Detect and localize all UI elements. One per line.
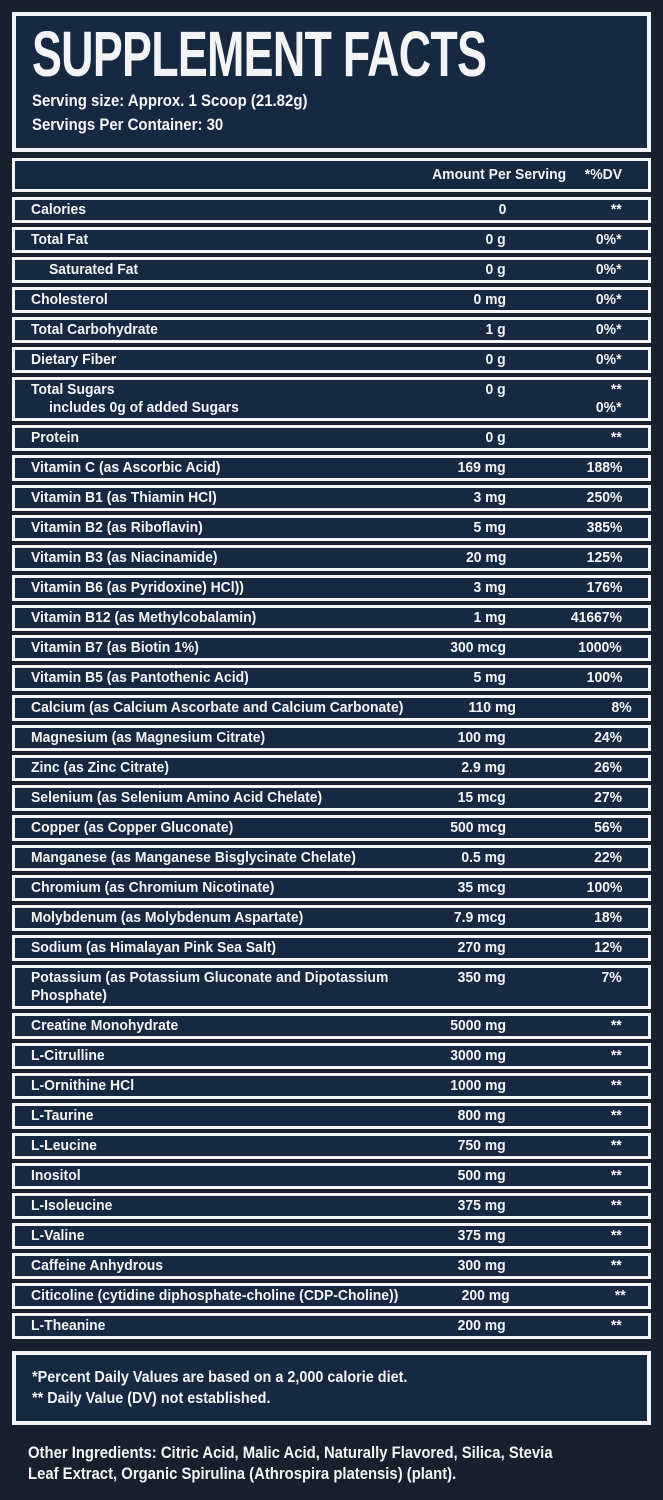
amount-value-text: 350 mg	[457, 969, 506, 986]
servings-per-container	[32, 114, 631, 136]
amount-value-text: 2.9 mg	[461, 759, 506, 776]
amount-value	[422, 939, 506, 957]
amount-value-text: 1 g	[485, 321, 506, 338]
amount-value-text: 0 mg	[473, 291, 506, 308]
dv-value	[506, 1257, 622, 1275]
dv-value-text: **	[611, 1257, 622, 1274]
table-row	[12, 1133, 651, 1159]
dv-value	[510, 1287, 626, 1305]
dv-value	[506, 549, 622, 567]
amount-value	[422, 459, 506, 477]
nutrient-name-text: Vitamin B1 (as Thiamin HCl)	[31, 489, 217, 506]
nutrient-name-text: L-Leucine	[31, 1137, 97, 1154]
nutrient-name-text: Cholesterol	[31, 291, 108, 308]
table-row	[12, 935, 651, 961]
table-row	[12, 287, 651, 313]
dv-value	[506, 639, 622, 657]
dv-value-text: **	[611, 201, 622, 218]
dv-value	[506, 579, 622, 597]
amount-value	[422, 1077, 506, 1095]
dv-value-text: 26%	[594, 759, 622, 776]
dv-value-text: 385%	[586, 519, 622, 536]
nutrient-name-text: Creatine Monohydrate	[31, 1017, 179, 1034]
dv-value-text: **	[611, 1107, 622, 1124]
nutrient-name-text: Citicoline (cytidine diphosphate-choline (CDP-Choline))	[31, 1287, 399, 1304]
nutrient-name-text: Vitamin B5 (as Pantothenic Acid)	[31, 669, 249, 686]
nutrient-name	[31, 879, 422, 897]
dv-value	[506, 1227, 622, 1245]
nd-footnote	[32, 1388, 631, 1409]
dv-value	[506, 429, 622, 447]
nutrient-name	[31, 291, 422, 309]
dv-value-text: **	[611, 1197, 622, 1214]
dv-value-text: 22%	[594, 849, 622, 866]
dv-value-text: **	[611, 429, 622, 446]
nutrient-name-text: Chromium (as Chromium Nicotinate)	[31, 879, 275, 896]
serving-size	[32, 90, 631, 112]
dv-value-text: 0%*	[596, 231, 622, 248]
table-row	[12, 377, 651, 421]
dv-value	[506, 609, 622, 627]
label-header-panel	[12, 12, 651, 152]
nutrient-name-text: L-Citrulline	[31, 1047, 105, 1064]
dv-value	[506, 201, 622, 219]
table-row	[12, 845, 651, 871]
amount-value-text: 0 g	[485, 231, 506, 248]
amount-value	[422, 1167, 506, 1185]
nutrient-name	[31, 759, 422, 777]
amount-value-text: 0 g	[485, 261, 506, 278]
amount-value	[422, 1197, 506, 1215]
nutrient-name-text: Potassium (as Potassium Gluconate and Dipotassium Phosphate)	[31, 969, 389, 1004]
table-row	[12, 665, 651, 691]
dv-value	[506, 1317, 622, 1335]
dv-value	[506, 729, 622, 747]
amount-value	[422, 489, 506, 507]
amount-value	[422, 519, 506, 537]
amount-value	[422, 261, 506, 279]
amount-value-text: 3000 mg	[450, 1047, 506, 1064]
dv-value-text: 0%*	[596, 291, 622, 308]
dv-footnote	[32, 1367, 631, 1388]
dv-value-text: 0%*	[596, 351, 622, 368]
amount-value	[422, 1017, 506, 1035]
amount-value-text: 3 mg	[473, 489, 506, 506]
dv-value-text: **	[611, 1017, 622, 1034]
amount-value-text: 0	[498, 201, 506, 218]
nutrient-name-text: Vitamin B7 (as Biotin 1%)	[31, 639, 199, 656]
dv-value-text: 1000%	[578, 639, 622, 656]
table-row	[12, 1253, 651, 1279]
amount-value-text: 169 mg	[457, 459, 506, 476]
dv-value-text: **	[611, 1137, 622, 1154]
table-row	[12, 575, 651, 601]
dv-value	[506, 351, 622, 369]
table-row	[12, 485, 651, 511]
amount-value-text: 100 mg	[457, 729, 506, 746]
dv-footnote-text: *Percent Daily Values are based on a 2,000 calorie diet.	[32, 1369, 408, 1386]
table-row	[12, 1073, 651, 1099]
nutrient-name-text: Vitamin B6 (as Pyridoxine) HCl))	[31, 579, 244, 596]
dv-value-text: 0%*	[596, 321, 622, 338]
nutrient-name	[31, 669, 422, 687]
amount-value-text: 0 g	[485, 381, 506, 398]
nutrient-name	[31, 1137, 422, 1155]
table-row	[12, 1163, 651, 1189]
nutrient-name	[31, 699, 431, 717]
amount-value	[422, 1227, 506, 1245]
amount-value-text: 500 mg	[457, 1167, 506, 1184]
dv-value	[506, 849, 622, 867]
nutrient-name	[31, 429, 422, 447]
table-row	[12, 1103, 651, 1129]
dv-value-text: 176%	[586, 579, 622, 596]
amount-value-text: 0 g	[485, 351, 506, 368]
nutrient-name	[31, 939, 422, 957]
dv-value	[506, 789, 622, 807]
dv-value-text: **	[611, 1167, 622, 1184]
dv-value-text: 100%	[586, 669, 622, 686]
table-row	[12, 1013, 651, 1039]
nutrient-name-text: Protein	[31, 429, 80, 446]
amount-value	[422, 729, 506, 747]
nutrient-name	[31, 549, 422, 567]
nutrient-name	[31, 579, 422, 597]
nutrient-name-text: Dietary Fiber	[31, 351, 117, 368]
table-row	[12, 785, 651, 811]
dv-value	[506, 879, 622, 897]
table-row	[12, 905, 651, 931]
table-row	[12, 317, 651, 343]
dv-value-text: 0%*	[596, 261, 622, 278]
sub-dv-value-text: 0%*	[596, 399, 622, 416]
amount-value	[422, 759, 506, 777]
other-ingredients-text: Other Ingredients: Citric Acid, Malic Acid, Naturally Flavored, Silica, Stevia Leaf Extract, Organic Spirulina (Athrospira platensis) (plant).	[28, 1444, 553, 1483]
amount-value-text: 0.5 mg	[461, 849, 506, 866]
amount-value-text: 5 mg	[473, 669, 506, 686]
table-row	[12, 347, 651, 373]
table-row	[12, 227, 651, 253]
nutrient-name	[31, 1227, 422, 1245]
amount-value-text: 1000 mg	[450, 1077, 506, 1094]
dv-value-text: 7%	[601, 969, 622, 986]
dv-value	[515, 699, 631, 717]
amount-value	[422, 879, 506, 897]
dv-value	[506, 321, 622, 339]
amount-value-text: 3 mg	[473, 579, 506, 596]
table-row	[12, 1313, 651, 1339]
nutrient-name-text: L-Taurine	[31, 1107, 94, 1124]
nutrient-name	[31, 381, 422, 399]
nutrient-name-text: Selenium (as Selenium Amino Acid Chelate)	[31, 789, 323, 806]
table-row	[12, 197, 651, 223]
table-row	[12, 965, 651, 1009]
nutrient-name	[31, 1107, 422, 1125]
amount-value-text: 5 mg	[473, 519, 506, 536]
table-row	[12, 875, 651, 901]
nutrient-name-text: Calories	[31, 201, 87, 218]
nutrient-name-text: Inositol	[31, 1167, 81, 1184]
nutrient-name-text: Manganese (as Manganese Bisglycinate Chelate)	[31, 849, 356, 866]
amount-value	[422, 849, 506, 867]
amount-value-text: 1 mg	[473, 609, 506, 626]
dv-value-text: 8%	[611, 699, 632, 716]
dv-value	[506, 669, 622, 687]
dv-value	[506, 1077, 622, 1095]
dv-value	[506, 759, 622, 777]
dv-value	[506, 519, 622, 537]
amount-value-text: 300 mg	[457, 1257, 506, 1274]
amount-value-text: 15 mcg	[457, 789, 506, 806]
nutrient-name-text: Magnesium (as Magnesium Citrate)	[31, 729, 266, 746]
amount-value	[422, 1137, 506, 1155]
amount-value	[422, 291, 506, 309]
amount-value-text: 500 mcg	[450, 819, 506, 836]
nutrient-name	[31, 729, 422, 747]
amount-value	[422, 819, 506, 837]
table-row	[12, 545, 651, 571]
table-row	[12, 425, 651, 451]
nutrient-name	[31, 849, 422, 867]
nutrient-name-text: Total Fat	[31, 231, 89, 248]
nutrient-name-text: Caffeine Anhydrous	[31, 1257, 164, 1274]
table-row	[12, 695, 651, 721]
amount-value	[422, 429, 506, 447]
amount-value	[422, 381, 506, 399]
servings-per-container-text: Servings Per Container: 30	[32, 115, 224, 134]
nutrient-name-text: Total Carbohydrate	[31, 321, 158, 338]
nutrient-name	[31, 969, 422, 1005]
amount-value	[422, 1257, 506, 1275]
amount-value-text: 35 mcg	[457, 879, 506, 896]
table-row	[12, 257, 651, 283]
amount-value	[422, 609, 506, 627]
nutrient-name-text: Calcium (as Calcium Ascorbate and Calcium Carbonate)	[31, 699, 404, 716]
amount-value-text: 20 mg	[465, 549, 506, 566]
dv-value	[506, 459, 622, 477]
amount-column-header-text: Amount Per Serving	[432, 166, 567, 183]
dv-value-text: **	[611, 1047, 622, 1064]
amount-value-text: 300 mcg	[450, 639, 506, 656]
dv-value	[506, 819, 622, 837]
table-row	[12, 1223, 651, 1249]
nutrient-name	[31, 231, 422, 249]
amount-value	[422, 351, 506, 369]
amount-value	[431, 699, 515, 717]
nutrient-name-text: Vitamin B2 (as Riboflavin)	[31, 519, 203, 536]
dv-value-text: 188%	[586, 459, 622, 476]
sub-nutrient-name-text: includes 0g of added Sugars	[49, 399, 239, 416]
table-row	[12, 1283, 651, 1309]
nutrient-name	[31, 351, 422, 369]
amount-value	[422, 1107, 506, 1125]
dv-value-text: **	[611, 1317, 622, 1334]
amount-value	[422, 639, 506, 657]
nutrient-name	[31, 519, 422, 537]
dv-value-text: 56%	[594, 819, 622, 836]
nutrient-name-text: Copper (as Copper Gluconate)	[31, 819, 234, 836]
dv-value	[506, 1167, 622, 1185]
table-row	[12, 815, 651, 841]
nutrient-name	[31, 459, 422, 477]
nutrient-name	[31, 201, 422, 219]
nutrient-name-text: Zinc (as Zinc Citrate)	[31, 759, 169, 776]
nutrient-name-text: Molybdenum (as Molybdenum Aspartate)	[31, 909, 304, 926]
nutrient-name-text: L-Isoleucine	[31, 1197, 113, 1214]
amount-value-text: 375 mg	[457, 1197, 506, 1214]
dv-value-text: 27%	[594, 789, 622, 806]
nutrient-name	[31, 321, 422, 339]
dv-value	[506, 1107, 622, 1125]
nutrient-name-text: Total Sugars	[31, 381, 115, 398]
amount-value-text: 270 mg	[457, 939, 506, 956]
nutrient-name-text: Vitamin B12 (as Methylcobalamin)	[31, 609, 257, 626]
table-row	[12, 725, 651, 751]
dv-value-text: **	[611, 1227, 622, 1244]
amount-value	[422, 201, 506, 219]
dv-value	[506, 261, 622, 279]
table-header	[12, 158, 651, 192]
amount-value-text: 5000 mg	[450, 1017, 506, 1034]
dv-value-text: **	[611, 1077, 622, 1094]
dv-value-text: 18%	[594, 909, 622, 926]
nutrient-name	[31, 489, 422, 507]
nutrient-name-text: Sodium (as Himalayan Pink Sea Salt)	[31, 939, 276, 956]
amount-value-text: 800 mg	[457, 1107, 506, 1124]
nutrient-name	[31, 789, 422, 807]
amount-value	[422, 549, 506, 567]
amount-column-header	[422, 166, 567, 184]
nutrient-name-text: Vitamin C (as Ascorbic Acid)	[31, 459, 221, 476]
amount-value	[422, 321, 506, 339]
dv-value	[506, 969, 622, 987]
label-title	[32, 18, 631, 90]
amount-value-text: 375 mg	[457, 1227, 506, 1244]
dv-value	[506, 489, 622, 507]
nutrient-name	[31, 1197, 422, 1215]
amount-value	[422, 579, 506, 597]
table-row	[12, 755, 651, 781]
amount-value-text: 110 mg	[468, 699, 516, 716]
dv-value-text: **	[611, 381, 622, 398]
amount-value	[426, 1287, 510, 1305]
dv-value	[506, 1017, 622, 1035]
table-row	[12, 635, 651, 661]
dv-value	[506, 231, 622, 249]
amount-value	[422, 1317, 506, 1335]
footnotes-panel	[12, 1351, 651, 1425]
dv-value	[506, 939, 622, 957]
nutrient-name-text: L-Valine	[31, 1227, 85, 1244]
sub-nutrient-name	[31, 399, 422, 417]
table-row	[12, 1043, 651, 1069]
nutrient-name	[31, 639, 422, 657]
sub-dv-value	[506, 399, 622, 417]
dv-value-text: 250%	[586, 489, 622, 506]
table-row	[12, 515, 651, 541]
amount-value-text: 7.9 mcg	[454, 909, 506, 926]
amount-value	[422, 1047, 506, 1065]
nd-footnote-text: ** Daily Value (DV) not established.	[32, 1390, 271, 1407]
table-row	[12, 1193, 651, 1219]
nutrient-name-text: L-Theanine	[31, 1317, 106, 1334]
nutrient-name	[31, 1077, 422, 1095]
nutrient-name	[31, 909, 422, 927]
other-ingredients	[28, 1443, 635, 1485]
dv-value-text: 12%	[594, 939, 622, 956]
label-title-text: SUPPLEMENT FACTS	[32, 18, 487, 90]
nutrient-name	[31, 261, 422, 279]
dv-value	[506, 1197, 622, 1215]
amount-value	[422, 909, 506, 927]
dv-column-header-text: *%DV	[584, 166, 622, 183]
amount-value	[422, 669, 506, 687]
amount-value-text: 0 g	[485, 429, 506, 446]
nutrient-name	[31, 1047, 422, 1065]
nutrient-name-text: Saturated Fat	[49, 261, 139, 278]
dv-value-text: 125%	[586, 549, 622, 566]
nutrient-name	[31, 609, 422, 627]
dv-value	[506, 1047, 622, 1065]
nutrient-name	[31, 819, 422, 837]
dv-value	[506, 909, 622, 927]
dv-value-text: **	[615, 1287, 627, 1304]
amount-value	[422, 231, 506, 249]
nutrient-name	[31, 1317, 422, 1335]
serving-size-text: Serving size: Approx. 1 Scoop (21.82g)	[32, 91, 308, 110]
amount-value-text: 750 mg	[457, 1137, 506, 1154]
amount-value-text: 200 mg	[461, 1287, 511, 1304]
dv-value-text: 41667%	[570, 609, 622, 626]
nutrient-name	[31, 1167, 422, 1185]
nutrient-name	[31, 1017, 422, 1035]
nutrient-name	[31, 1257, 422, 1275]
nutrient-name	[31, 1287, 426, 1305]
dv-value-text: 100%	[586, 879, 622, 896]
nutrient-table	[12, 197, 651, 1339]
dv-value	[506, 381, 622, 399]
table-row	[12, 605, 651, 631]
amount-value-text: 200 mg	[457, 1317, 506, 1334]
dv-value	[506, 1137, 622, 1155]
amount-value	[422, 789, 506, 807]
amount-value	[422, 969, 506, 987]
table-row	[12, 455, 651, 481]
sub-amount-spacer	[422, 399, 506, 417]
nutrient-name-text: Vitamin B3 (as Niacinamide)	[31, 549, 218, 566]
dv-value	[506, 291, 622, 309]
dv-value-text: 24%	[594, 729, 622, 746]
nutrient-name-text: L-Ornithine HCl	[31, 1077, 135, 1094]
